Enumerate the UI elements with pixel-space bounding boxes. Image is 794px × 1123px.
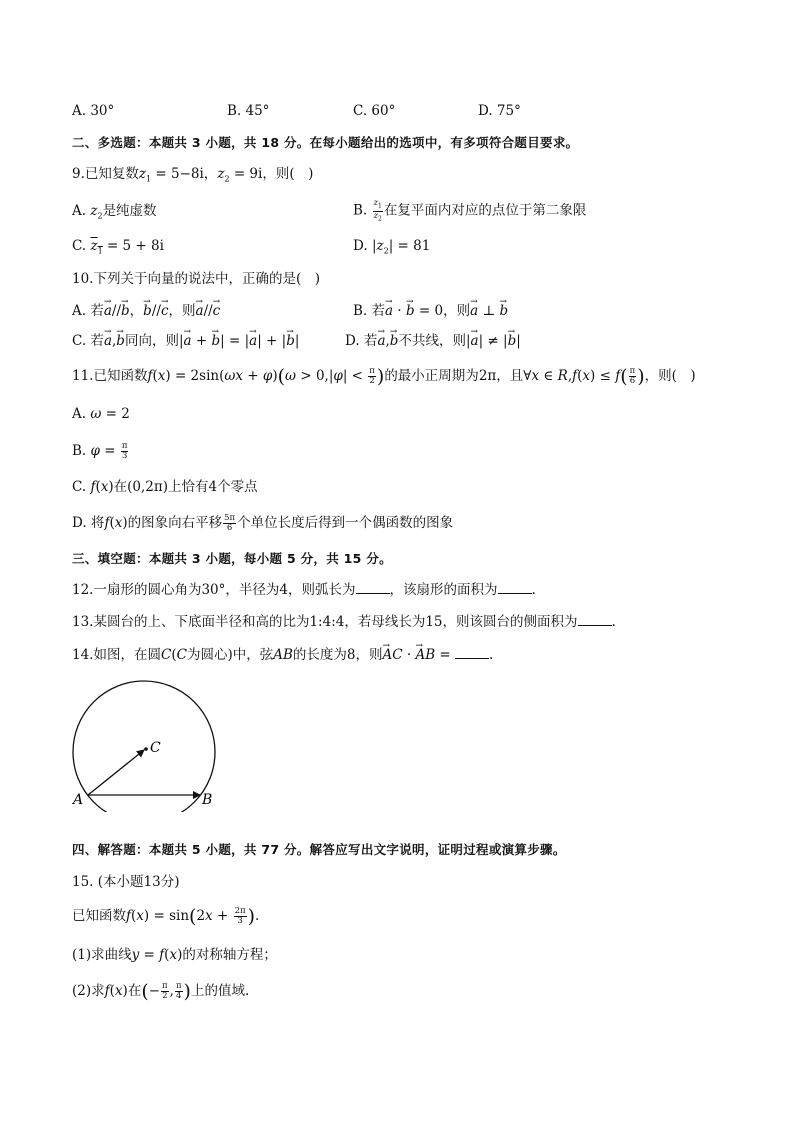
vector-ac xyxy=(88,750,144,795)
center-point xyxy=(144,747,148,751)
q14-stem: 14.如图，在圆C(C为圆心)中，弦AB的长度为8，则→ AC · → AB = . xyxy=(72,645,493,665)
q8-option-b: B. 45° xyxy=(227,103,270,119)
circle-outline xyxy=(73,681,215,812)
circle-figure xyxy=(60,672,240,812)
q14-blank xyxy=(455,646,489,659)
q9-option-b: B. $\frac{z_1}{z_2}$ 在复平面内对应的点位于第二象限 xyxy=(353,198,587,223)
label-c: C xyxy=(150,740,161,756)
q10-option-d: D. 若→ a,→ b不共线，则|→ a| ≠ |→ b| xyxy=(345,331,521,351)
q9-stem: 9.已知复数$z_1 = 5-8i$，$z_2 = 9i$，则( ) xyxy=(72,166,314,184)
q10-option-a: A. 若→ a//→ b，→ b//→ c，则→ a//→ c xyxy=(72,301,220,321)
q13-stem: 13.某圆台的上、下底面半径和高的比为1:4:4，若母线长为15，则该圆台的侧面积为 . xyxy=(72,614,616,630)
q10-stem: 10.下列关于向量的说法中，正确的是( ) xyxy=(72,271,321,287)
q8-option-d: D. 75° xyxy=(478,103,521,119)
q15-part-1: (1)求曲线y = f(x)的对称轴方程； xyxy=(72,947,277,963)
section-3-heading: 三、填空题：本题共 3 小题，每小题 5 分，共 15 分。 xyxy=(72,551,392,566)
label-b: B xyxy=(202,792,213,808)
q8-option-a: A. 30° xyxy=(72,103,115,119)
q11-option-a: A. ω = 2 xyxy=(72,406,130,422)
q10-option-b: B. 若→ a · → b = 0，则→ a ⊥ → b xyxy=(353,301,508,321)
q15-part-2: (2)求f(x)在(− $\frac{\pi}{2}$ , $\frac{\pi}{4}$ )上的值域. xyxy=(72,980,250,1003)
q8-option-c: C. 60° xyxy=(353,103,396,119)
label-a: A xyxy=(73,792,84,808)
q10-option-c: C. 若→ a,→ b同向，则|→ a + → b| = |→ a| + |→ b| xyxy=(72,331,299,351)
section-2-heading: 二、多选题：本题共 3 小题，共 18 分。在每小题给出的选项中，有多项符合题目要求。 xyxy=(72,135,579,150)
q13-blank xyxy=(578,613,612,626)
q9-option-c: C. $z_1 = 5 + 8i$ xyxy=(72,238,164,256)
q15-stem: 已知函数f(x) = sin(2x + $\frac{2\pi}{3}$ ). xyxy=(72,905,260,928)
q11-option-c: C. f(x)在(0,2π)上恰有4个零点 xyxy=(72,479,258,495)
q9-option-d: D. $|z_2| = 81$ xyxy=(353,238,431,256)
q11-option-b: B. φ = $\frac{\pi}{3}$ xyxy=(72,441,128,461)
q15-header: 15. (本小题13分) xyxy=(72,874,180,890)
q11-option-d: D. 将f(x)的图象向右平移 $\frac{5\pi}{6}$ 个单位长度后得到一个偶函数的图象 xyxy=(72,513,454,533)
section-4-heading: 四、解答题：本题共 5 小题，共 77 分。解答应写出文字说明，证明过程或演算步骤。 xyxy=(72,842,566,857)
q12-blank-1 xyxy=(356,581,390,594)
q12-blank-2 xyxy=(498,581,532,594)
q11-stem: 11.已知函数f(x) = 2sin(ωx + φ)(ω > 0,|φ| < $\frac{\pi}{2}$ )的最小正周期为2π，且∀x ∈ R,f(x) ≤ f( $\frac{\pi}{6}$ )，则( ) xyxy=(72,365,696,388)
q12-stem: 12.一扇形的圆心角为30°，半径为4，则弧长为 ，该扇形的面积为 . xyxy=(72,582,536,598)
q9-option-a: A. $z_2$是纯虚数 xyxy=(72,203,157,221)
